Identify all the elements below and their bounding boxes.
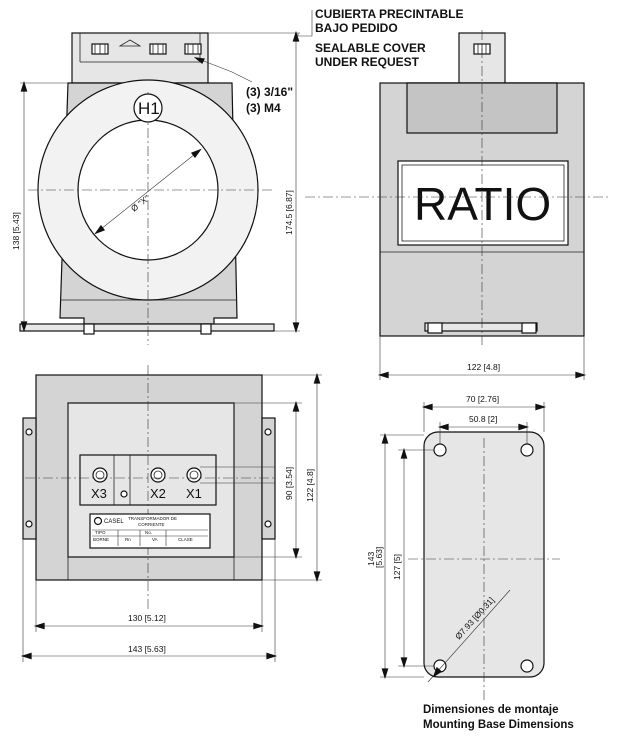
nameplate-title-2: CORRIENTE [138, 522, 165, 527]
terminal-x3: X3 [91, 486, 107, 501]
note-sealable-es-2: BAJO PEDIDO [315, 21, 398, 35]
caption-es: Dimensiones de montaje [423, 704, 559, 716]
dim-top-outer-width: 143 [5.63] [128, 644, 166, 654]
sealable-cover [459, 33, 505, 85]
note-sealable-en-2: UNDER REQUEST [315, 55, 420, 69]
dim-body-height: 138 [5.43] [11, 212, 21, 250]
dim-total-height: 174.5 [6.87] [284, 190, 294, 235]
terminal-x1: X1 [186, 486, 202, 501]
note-sealable-en-1: SEALABLE COVER [315, 41, 426, 55]
mount-hole [434, 444, 446, 456]
dim-base-length-outer-in: [5.63] [374, 546, 384, 568]
caption-en: Mounting Base Dimensions [423, 719, 574, 731]
note-screws-mm: (3) M4 [246, 101, 281, 115]
dim-top-inner-width: 130 [5.12] [128, 613, 166, 623]
mounting-foot [20, 324, 274, 331]
side-view [305, 30, 610, 380]
nameplate-col-clase: CLASE [178, 537, 193, 542]
dim-side-width: 122 [4.8] [467, 362, 501, 372]
nameplate-col-borne: BORNE [93, 537, 110, 542]
note-screws-in: (3) 3/16" [246, 85, 294, 99]
ratio-label: RATIO [414, 178, 552, 230]
dim-hole-diameter: Ø7.93 [Ø0.31] [453, 594, 497, 642]
nameplate-col-rn: Rn [125, 537, 131, 542]
terminal-x2: X2 [150, 486, 166, 501]
note-sealable-es-1: CUBIERTA PRECINTABLE [315, 7, 464, 21]
dim-base-outer: 70 [2.76] [466, 394, 500, 404]
nameplate [90, 514, 210, 548]
window-diameter-label: Ø "X" [128, 192, 152, 214]
front-view [11, 33, 300, 345]
dim-top-inner-height: 90 [3.54] [284, 466, 294, 500]
polarity-mark: H1 [138, 99, 160, 118]
nameplate-brand: CASEL [104, 519, 124, 525]
nameplate-col-no: No. [145, 530, 153, 535]
dim-base-length-outer: 143 [366, 551, 376, 566]
mount-hole [521, 660, 533, 672]
mount-hole [521, 444, 533, 456]
nameplate-title-1: TRANSFORMADOR DE [128, 516, 178, 521]
top-view [23, 365, 322, 662]
dim-base-inner: 50.8 [2] [469, 414, 498, 424]
nameplate-col-tipo: TIPO [95, 530, 106, 535]
dim-top-outer-height: 122 [4.8] [305, 468, 315, 502]
base-view [366, 394, 574, 731]
terminal-block [72, 33, 208, 83]
dim-base-length-holes: 127 [5] [392, 554, 402, 580]
nameplate-col-va: VA [152, 537, 158, 542]
